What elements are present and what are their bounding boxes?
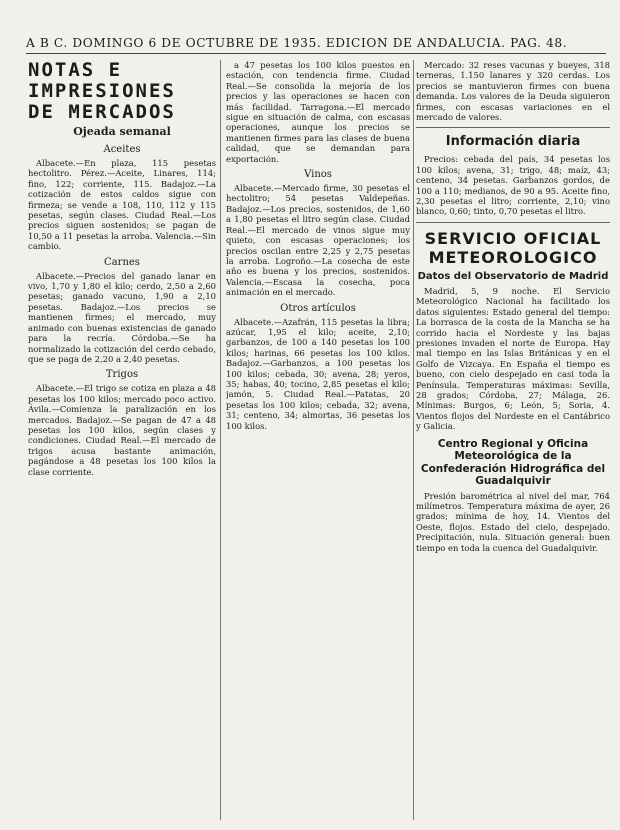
column-3	[416, 60, 610, 820]
section-divider	[416, 222, 610, 223]
section-heading: Trigos	[105, 369, 139, 381]
article-section	[226, 302, 410, 431]
section-text: Albacete.—El trigo se cotiza en plaza a 48 pesetas los 100 kilos; mercado poco activo. Ávila.—Comienza la paralización en los mercados. Badajoz.—Se pagan de 47 a 48 pesetas los 100 kilos, según clases y condiciones. Ciudad Real.—El mercado de trigos acusa bastante animación, pagándose a 48 pesetas los 100 kilos la clase corriente.	[28, 383, 216, 477]
headline-informacion-diaria: Información diaria	[445, 134, 581, 150]
section-text: a 47 pesetas los 100 kilos puestos en estación, con tendencia firme. Ciudad Real.—Se consolida la mejoría de los precios y las operaciones se hacen con más facilidad. Tarragona.—El mercado sigue en situación de calma, con escasas operaciones, aunque los precios se mantienen firmes para las clases de buena calidad, que se demandan para exportación.	[226, 60, 410, 164]
headline-notas-mercados: NOTAS E IMPRESIONES DE MERCADOS	[28, 60, 176, 123]
column-rule	[413, 60, 414, 820]
section-text: Albacete.—Precios del ganado lanar en vivo, 1,70 y 1,80 el kilo; cerdo, 2,50 a 2,60 pesetas; ganado vacuno, 1,90 a 2,10 pesetas. Badajoz.—Los precios se mantienen firmes; el mercado, muy animado con buenas existencias de ganado para la recría. Córdoba.—Se ha normalizado la cotización del cerdo cebado, que se paga de 2,20 a 2,40 pesetas.	[28, 270, 216, 364]
article-section	[28, 368, 216, 477]
subheadline-observatorio: Datos del Observatorio de Madrid	[417, 270, 609, 282]
column-2	[226, 60, 410, 820]
subheadline-ojeada: Ojeada semanal	[73, 125, 171, 138]
section-divider	[416, 127, 610, 128]
observatory-text: Madrid, 5, 9 noche. El Servicio Meteorológico Nacional ha facilitado los datos siguientes: Estado general del tiempo: La borrasca de la costa de la Mancha se ha corrido hacia el Nordeste y las bajas presiones invaden el norte de Europa. Hay mal tiempo en las Islas Británicas y en el Golfo de Vizcaya. En España el tiempo es bueno, con cielo despejado en casi toda la Península. Temperaturas máximas: Sevilla, 28 grados; Córdoba, 27; Málaga, 26. Mínimas: Burgos, 6; León, 5; Soria, 4. Vientos flojos del Nordeste en el Cantábrico y Galicia.	[416, 285, 610, 432]
article-section	[28, 143, 216, 252]
page-header: A B C. DOMINGO 6 DE OCTUBRE DE 1935. EDICION DE ANDALUCIA. PAG. 48.	[26, 36, 606, 54]
section-heading: Otros artículos	[280, 302, 356, 314]
article-section	[28, 256, 216, 365]
article-section	[226, 60, 410, 164]
info-text: Precios: cebada del país, 34 pesetas los 100 kilos; avena, 31; trigo, 48; maíz, 43; centeno, 34 pesetas. Garbanzos gordos, de 100 a 110; medianos, de 90 a 95. Aceite fino, 2,30 pesetas el litro; corriente, 2,10; vino blanco, 0,60; tinto, 0,70 pesetas el litro.	[416, 154, 610, 217]
article-section	[226, 168, 410, 297]
section-text: Albacete.—Azafrán, 115 pesetas la libra; azúcar, 1,95 el kilo; aceite, 2,10; garbanzos, de 100 a 140 pesetas los 100 kilos; harinas, 66 pesetas los 100 kilos. Badajoz.—Garbanzos, a 100 pesetas los 100 kilos; cebada, 30; avena, 28; yeros, 35; habas, 40; tocino, 2,85 pesetas el kilo; jamón, 5. Ciudad Real.—Patatas, 20 pesetas los 100 kilos; cebada, 32; avena, 31; centeno, 34; almortas, 36 pesetas los 100 kilos.	[226, 316, 410, 431]
section-heading: Vinos	[304, 169, 332, 181]
column-rule	[220, 60, 221, 820]
headline-servicio-meteorologico: SERVICIO OFICIAL METEOROLOGICO	[424, 228, 602, 267]
intro-text: Mercado: 32 reses vacunas y bueyes, 318 terneras, 1.150 lanares y 320 cerdas. Los precios se mantuvieron firmes con buena demanda. Los valores de la Deuda siguieron firmes, con escasas variaciones en el mercado de valores.	[416, 60, 610, 123]
section-heading: Aceites	[103, 144, 141, 155]
column-1	[28, 60, 216, 820]
subheadline-centro-regional: Centro Regional y Oficina Meteorológica de la Confederación Hidrográfica del Guadalquivir	[420, 437, 606, 488]
centro-text: Presión barométrica al nivel del mar, 764 milímetros. Temperatura máxima de ayer, 26 grados; mínima de hoy, 14. Vientos del Oeste, flojos. Estado del cielo, despejado. Precipitación, nula. Situación general: buen tiempo en toda la cuenca del Guadalquivir.	[416, 490, 610, 553]
section-text: Albacete.—En plaza, 115 pesetas hectolitro. Pérez.—Aceite, Linares, 114; fino, 122; corriente, 115. Badajoz.—La cotización de estos caldos sigue con firmeza; se vende a 108, 110, 112 y 115 pesetas, según clases. Ciudad Real.—Los precios siguen sostenidos; se pagan de 10,50 a 11 pesetas la arroba. Valencia.—Sin cambio.	[28, 158, 216, 252]
section-text: Albacete.—Mercado firme, 30 pesetas el hectolitro; 54 pesetas Valdepeñas. Badajoz.—Los precios, sostenidos, de 1,60 a 1,80 pesetas el litro según clase. Ciudad Real.—El mercado de vinos sigue muy quieto, con escasas operaciones; los precios oscilan entre 2,25 y 2,75 pesetas la arroba. Logroño.—La cosecha de este año es buena y los precios, sostenidos. Valencia.—Escasa la cosecha, poca animación en el mercado.	[226, 183, 410, 298]
section-heading: Carnes	[104, 256, 140, 268]
